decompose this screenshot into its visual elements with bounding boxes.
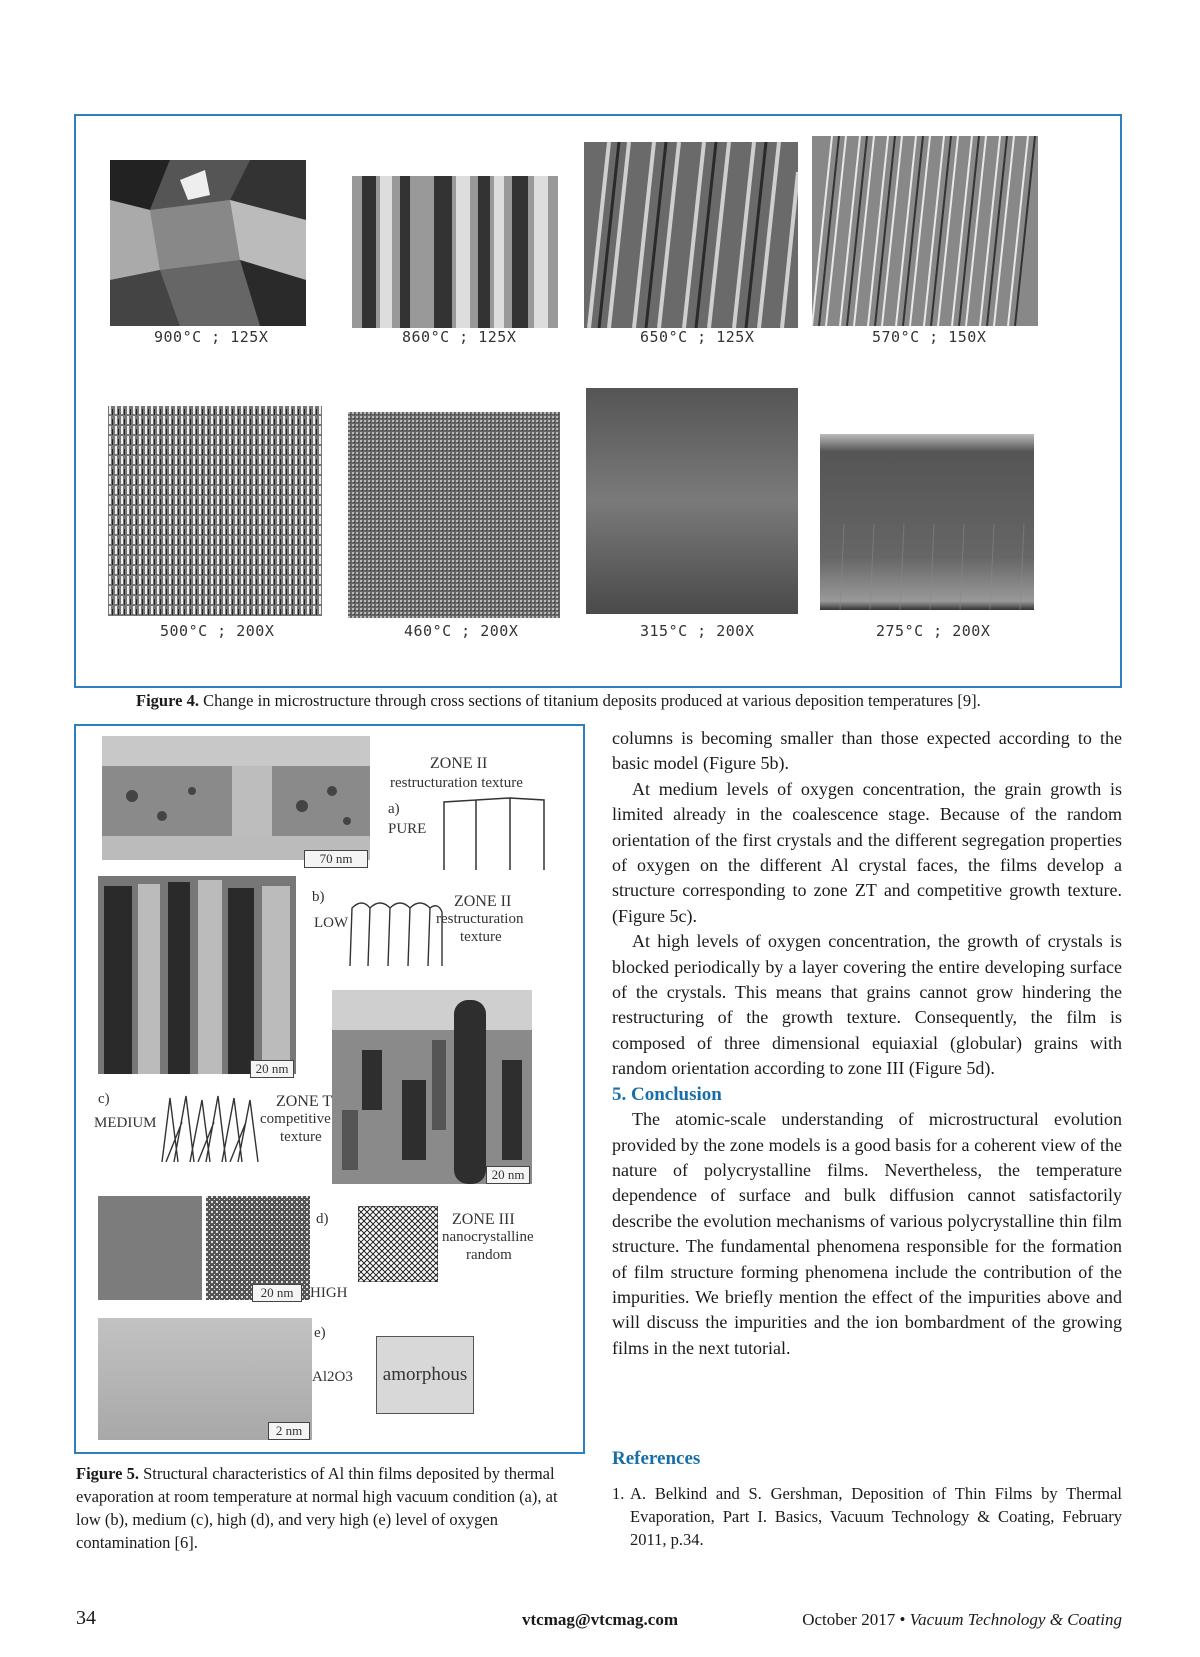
reference-number: 1.	[612, 1484, 625, 1503]
panel-e-scale-bar: 2 nm	[268, 1422, 310, 1440]
figure-4-caption	[136, 691, 1136, 711]
label-570c: 570°C ; 150X	[872, 328, 987, 346]
micrograph-650c	[584, 142, 798, 328]
panel-b-schematic	[348, 898, 444, 966]
micrograph-275c	[820, 434, 1034, 610]
figure-4-caption-label: Figure 4.	[136, 691, 199, 710]
micrograph-570c	[812, 136, 1038, 326]
panel-b-desc1: restructuration	[436, 911, 524, 927]
panel-d-desc1: nanocrystalline	[442, 1229, 534, 1245]
footer-email: vtcmag@vtcmag.com	[521, 1610, 678, 1629]
panel-e-level: Al2O3	[312, 1369, 353, 1385]
panel-e-letter: e)	[314, 1325, 326, 1341]
micrograph-460c	[348, 412, 560, 618]
panel-d-desc2: random	[466, 1247, 512, 1263]
paragraph-4: The atomic-scale understanding of microstructural evolution provided by the zone models is a good basis for a coherent view of the nature of polycrystalline films. Nevertheless, the temperature dependence of surface and bulk diffusion cannot satisfactorily describe the evolution mechanisms of various polycrystalline thin film structure. The fundamental phenomena responsible for the formation of film structure forming phenomena include the contribution of the impurities. We briefly mention the effect of the impurities above and will discuss the impurities and the ion bombardment of the growing films in the next tutorial.	[612, 1109, 1122, 1358]
panel-a-scale-bar: 70 nm	[304, 850, 368, 868]
panel-b-micrograph	[98, 876, 296, 1074]
reference-text: A. Belkind and S. Gershman, Deposition of Thin Films by Thermal Evaporation, Part I. Basics, Vacuum Technology & Coating, February 2011, p.34.	[630, 1484, 1122, 1549]
panel-d-schematic	[358, 1206, 438, 1282]
panel-a-letter: a)	[388, 801, 400, 817]
panel-b-zone: ZONE II	[454, 893, 512, 910]
figure-4	[74, 114, 1122, 688]
panel-d-image-left	[98, 1196, 202, 1300]
micrograph-500c	[108, 406, 322, 616]
footer-journal-name: Vacuum Technology & Coating	[909, 1610, 1122, 1629]
body-column	[612, 726, 1122, 1361]
panel-c-desc2: texture	[280, 1129, 322, 1145]
label-650c: 650°C ; 125X	[640, 328, 755, 346]
figure-5-caption	[76, 1462, 586, 1554]
label-315c: 315°C ; 200X	[640, 622, 755, 640]
figure-5	[74, 724, 585, 1454]
panel-b-scale-bar: 20 nm	[250, 1060, 294, 1078]
panel-a-micrograph	[102, 736, 370, 860]
panel-b-letter: b)	[312, 889, 325, 905]
label-900c: 900°C ; 125X	[154, 328, 269, 346]
panel-a-level: PURE	[388, 821, 427, 837]
panel-a-zone: ZONE II	[430, 755, 488, 772]
panel-d-scale-bar-top: 20 nm	[486, 1166, 530, 1184]
panel-d-letter: d)	[316, 1211, 329, 1227]
paragraph-1: columns is becoming smaller than those expected according to the basic model (Figure 5b).	[612, 728, 1122, 774]
panel-c-zone: ZONE T	[276, 1093, 333, 1110]
panel-c-schematic	[160, 1092, 260, 1162]
references-heading: References	[612, 1448, 701, 1469]
panel-d-micrograph	[332, 990, 532, 1184]
panel-c-letter: c)	[98, 1091, 110, 1107]
figure-5-caption-text: Structural characteristics of Al thin films deposited by thermal evaporation at room temperature at normal high vacuum condition (a), at low (b), medium (c), high (d), and very high (e) level of oxygen contamination [6].	[76, 1464, 558, 1552]
label-275c: 275°C ; 200X	[876, 622, 991, 640]
footer-issue-date: October 2017 •	[802, 1610, 910, 1629]
label-860c: 860°C ; 125X	[402, 328, 517, 346]
figure-5-caption-label: Figure 5.	[76, 1464, 139, 1483]
micrograph-900c	[110, 160, 306, 326]
panel-c-level: MEDIUM	[94, 1115, 157, 1131]
micrograph-860c	[352, 176, 558, 328]
panel-c-desc1: competitive	[260, 1111, 331, 1127]
panel-b-desc2: texture	[460, 929, 502, 945]
reference-item	[612, 1482, 1122, 1551]
panel-a-schematic	[440, 794, 550, 870]
panel-b-level: LOW	[314, 915, 349, 931]
paragraph-3: At high levels of oxygen concentration, the growth of crystals is blocked periodically by a layer covering the entire developing surface of the crystals. This means that grains cannot grow hindering the restructuring of the growth texture. Consequently, the film is composed of three dimensional equiaxial (globular) grains with random orientation according to zone III (Figure 5d).	[612, 931, 1122, 1079]
micrograph-315c	[586, 388, 798, 614]
figure-4-caption-text: Change in microstructure through cross sections of titanium deposits produced at various deposition temperatures [9].	[198, 691, 981, 710]
panel-d-level: HIGH	[310, 1285, 348, 1301]
panel-e-amorphous-box: amorphous	[376, 1336, 474, 1414]
section-heading-conclusion: 5. Conclusion	[612, 1083, 722, 1105]
panel-d-zone: ZONE III	[452, 1211, 515, 1228]
label-500c: 500°C ; 200X	[160, 622, 275, 640]
panel-a-desc: restructuration texture	[390, 775, 523, 791]
label-460c: 460°C ; 200X	[404, 622, 519, 640]
page-number: 34	[76, 1607, 96, 1629]
panel-d-scale-bar: 20 nm	[252, 1284, 302, 1302]
paragraph-2: At medium levels of oxygen concentration, the grain growth is limited already in the coalescence stage. Because of the random orientation of the first crystals and the different segregation properties of oxygen on the different Al crystal faces, the films develop a structure corresponding to zone ZT and competitive growth texture.(Figure 5c).	[612, 778, 1122, 926]
footer-issue	[802, 1610, 1122, 1630]
